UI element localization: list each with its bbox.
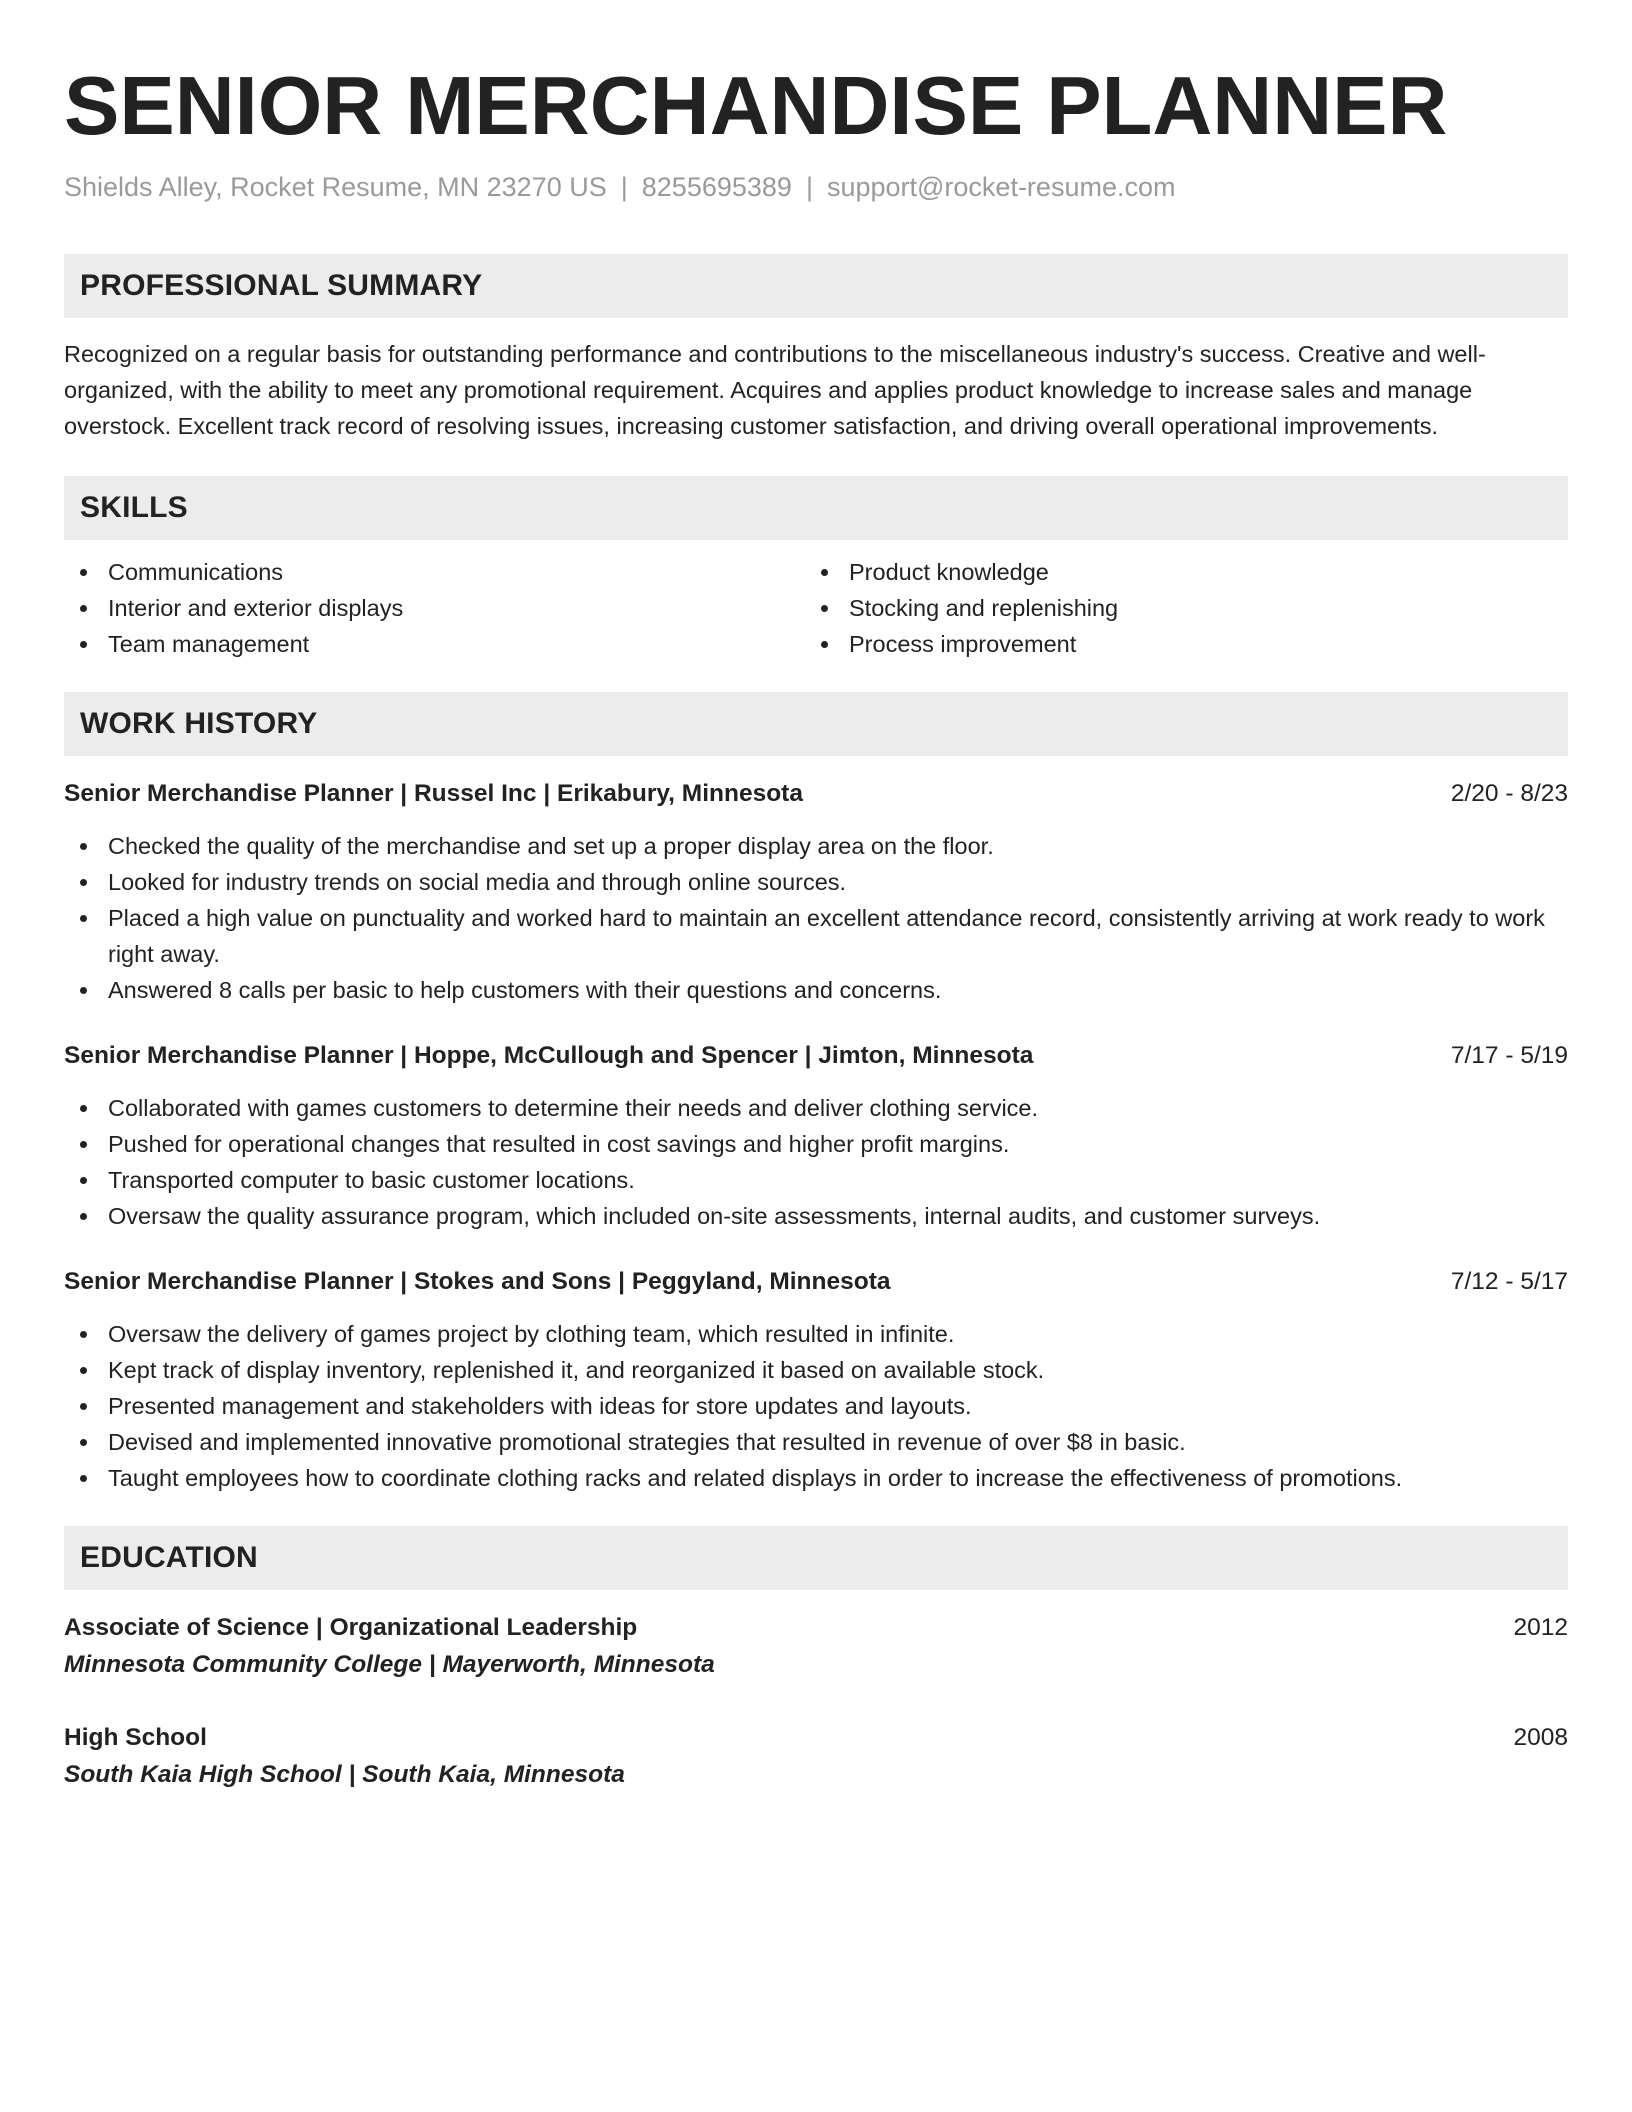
education-row (64, 1610, 1568, 1646)
section-heading-skills: SKILLS (64, 476, 1568, 540)
job-bullet: Transported computer to basic customer locations. (64, 1162, 1568, 1198)
skills-column-right (805, 554, 1546, 662)
section-heading-work-history: WORK HISTORY (64, 692, 1568, 756)
job-bullet: Oversaw the delivery of games project by clothing team, which resulted in infinite. (64, 1316, 1568, 1352)
contact-separator: | (805, 172, 813, 202)
job-bullet: Looked for industry trends on social media and through online sources. (64, 864, 1568, 900)
skill-item: Product knowledge (805, 554, 1546, 590)
job-title-row (64, 1264, 1568, 1300)
job-bullet: Collaborated with games customers to determine their needs and deliver clothing service. (64, 1090, 1568, 1126)
job-title-row (64, 776, 1568, 812)
job-bullet: Checked the quality of the merchandise and set up a proper display area on the floor. (64, 828, 1568, 864)
education-entry (64, 1610, 1568, 1684)
skill-item: Process improvement (805, 626, 1546, 662)
job-bullets (64, 828, 1568, 1008)
job-bullets (64, 1090, 1568, 1234)
job-bullet: Placed a high value on punctuality and worked hard to maintain an excellent attendance record, consistently arriving at work ready to work right away. (64, 900, 1568, 972)
resume-name: SENIOR MERCHANDISE PLANNER (64, 59, 1448, 152)
job-dates: 7/17 - 5/19 (1450, 1042, 1568, 1069)
education-year: 2012 (1513, 1614, 1568, 1641)
skill-item: Stocking and replenishing (805, 590, 1546, 626)
job-bullet: Devised and implemented innovative promotional strategies that resulted in revenue of over $8 in basic. (64, 1424, 1568, 1460)
job-title: Senior Merchandise Planner | Russel Inc | Erikabury, Minnesota (64, 780, 803, 807)
contact-email: support@rocket-resume.com (826, 172, 1176, 202)
job-title: Senior Merchandise Planner | Hoppe, McCullough and Spencer | Jimton, Minnesota (64, 1042, 1034, 1069)
education-entry (64, 1720, 1568, 1794)
contact-phone: 8255695389 (641, 172, 792, 202)
contact-address: Shields Alley, Rocket Resume, MN 23270 US (64, 172, 607, 202)
section-heading-education: EDUCATION (64, 1526, 1568, 1590)
job-dates: 7/12 - 5/17 (1450, 1268, 1568, 1295)
job-bullet: Presented management and stakeholders with ideas for store updates and layouts. (64, 1388, 1568, 1424)
contact-line (64, 170, 1568, 204)
job-entry (64, 1038, 1568, 1234)
job-entry (64, 1264, 1568, 1496)
job-bullet: Answered 8 calls per basic to help customers with their questions and concerns. (64, 972, 1568, 1008)
section-heading-summary: PROFESSIONAL SUMMARY (64, 254, 1568, 318)
skill-item: Interior and exterior displays (64, 590, 805, 626)
job-bullet: Pushed for operational changes that resulted in cost savings and higher profit margins. (64, 1126, 1568, 1162)
summary-text: Recognized on a regular basis for outstanding performance and contributions to the miscellaneous industry's success. Creative and well-organized, with the ability to meet any promotional requirement. Acquires and applies product knowledge to increase sales and manage overstock. Excellent track record of resolving issues, increasing customer satisfaction, and driving overall operational improvements. (64, 341, 1486, 439)
job-bullets (64, 1316, 1568, 1496)
job-entry (64, 776, 1568, 1008)
education-degree: High School (64, 1724, 207, 1751)
education-school: South Kaia High School | South Kaia, Minnesota (64, 1761, 625, 1788)
job-bullet: Taught employees how to coordinate clothing racks and related displays in order to increase the effectiveness of promotions. (64, 1460, 1568, 1496)
education-school: Minnesota Community College | Mayerworth, Minnesota (64, 1651, 715, 1678)
contact-separator: | (620, 172, 628, 202)
education-row (64, 1720, 1568, 1756)
skills-list (64, 554, 1568, 662)
education-degree: Associate of Science | Organizational Leadership (64, 1614, 638, 1641)
job-bullet: Oversaw the quality assurance program, which included on-site assessments, internal audits, and customer surveys. (64, 1198, 1568, 1234)
skill-item: Communications (64, 554, 805, 590)
job-title: Senior Merchandise Planner | Stokes and Sons | Peggyland, Minnesota (64, 1268, 891, 1295)
job-bullet: Kept track of display inventory, replenished it, and reorganized it based on available stock. (64, 1352, 1568, 1388)
job-title-row (64, 1038, 1568, 1074)
education-year: 2008 (1513, 1724, 1568, 1751)
skill-item: Team management (64, 626, 805, 662)
job-dates: 2/20 - 8/23 (1450, 780, 1568, 807)
skills-column-left (64, 554, 805, 662)
